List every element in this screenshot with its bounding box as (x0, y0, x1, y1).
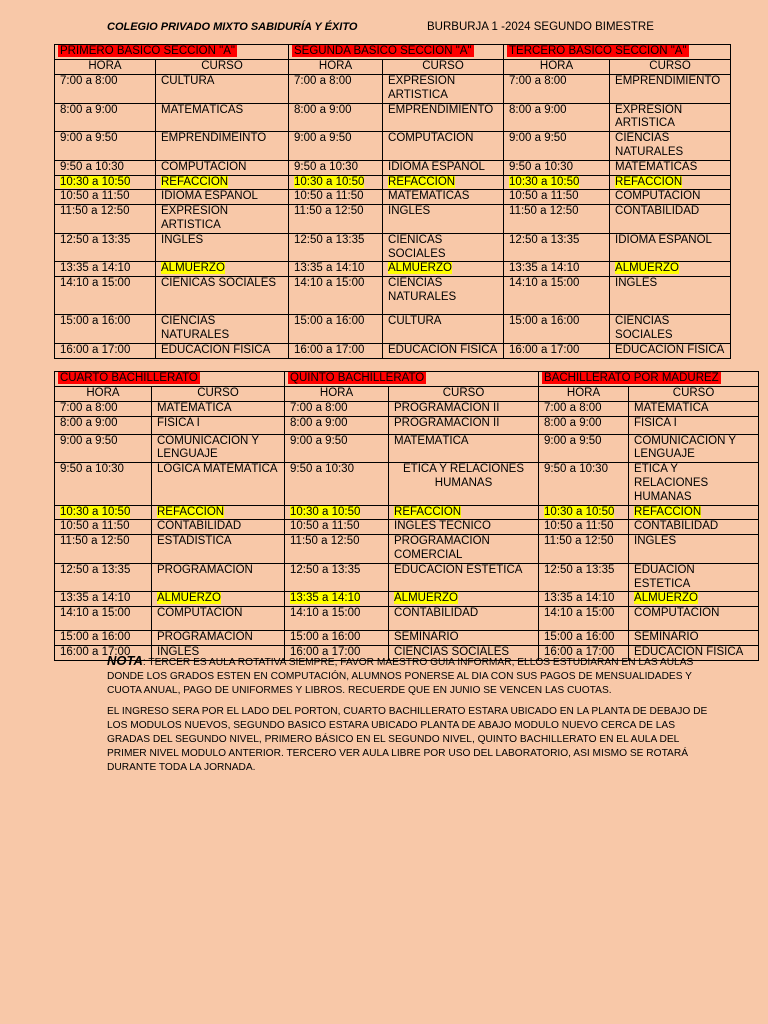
time-cell: 9:50 a 10:30 (289, 160, 383, 175)
course-cell: CIENCIAS SOCIALES (389, 645, 539, 660)
table-row (55, 416, 759, 434)
time-cell: 10:30 a 10:50 (539, 505, 629, 520)
time-cell: 9:00 a 9:50 (289, 132, 383, 161)
time-cell: 16:00 a 17:00 (55, 343, 156, 358)
column-header-curso: CURSO (629, 387, 759, 402)
note-text: : TERCER ES AULA ROTATIVA SIEMPRE, FAVOR MAESTRO GUIA INFORMAR, ELLOS ESTUDIARAN EN LAS AULAS DONDE LOS GRADOS ESTEN EN COMPUTACIÓN, ALUMNOS PONERSE AL DIA CON SUS PAGOS DE MENSUALIDADES Y CUOTA ANUAL, PAGO DE UNIFORMES Y LIBROS. RECUERDE QUE EN JUNIO SE VENCEN LAS CUOTAS. (107, 657, 694, 697)
table-row (55, 315, 731, 344)
time-cell: 8:00 a 9:00 (504, 103, 610, 132)
course-cell: COMUNICACIÓN Y LENGUAJE (152, 434, 285, 463)
column-header-hora: HORA (55, 387, 152, 402)
section-header: SEGUNDA BÁSICO SECCIÓN "A" (289, 45, 504, 60)
course-cell: EDUCACIÓN FISICA (610, 343, 731, 358)
time-cell: 9:50 a 10:30 (504, 160, 610, 175)
course-cell: FISICA I (152, 416, 285, 434)
time-cell: 8:00 a 9:00 (55, 416, 152, 434)
time-cell: 10:30 a 10:50 (285, 505, 389, 520)
course-cell: INGLES (610, 277, 731, 315)
table-row (55, 631, 759, 646)
course-cell: CONTABILIDAD (389, 607, 539, 631)
course-cell: FISICA I (629, 416, 759, 434)
note-paragraph: EL INGRESO SERA POR EL LADO DEL PORTON, CUARTO BACHILLERATO ESTARA UBICADO EN LA PLANTA DE DEBAJO DE LOS MODULOS NUEVOS, SEGUNDO BASICO ESTARA UBICADO PLANTA DE ABAJO MODULO NUEVO CERCA DE LAS GRADAS DEL SEGUNDO NIVEL, PRIMERO BÁSICO EN EL SEGUNDO NIVEL, QUINTO BACHILLERATO EN EL AULA DEL PRIMER NIVEL MODULO ANTERIOR. TERCERO VER AULA LIBRE POR USO DEL LABORATORIO, ASI MISMO SE ROTARÁ DURANTE TODA LA JORNADA. (107, 705, 708, 774)
time-cell: 14:10 a 15:00 (504, 277, 610, 315)
time-cell: 7:00 a 8:00 (285, 401, 389, 416)
time-cell: 8:00 a 9:00 (285, 416, 389, 434)
time-cell: 10:30 a 10:50 (55, 175, 156, 190)
course-cell: SEMINARIO (629, 631, 759, 646)
course-cell: INGLES TECNICO (389, 520, 539, 535)
time-cell: 7:00 a 8:00 (539, 401, 629, 416)
time-cell: 10:50 a 11:50 (504, 190, 610, 205)
course-cell: EXPRESIÓN ARTISTICA (156, 205, 289, 234)
course-cell: ESTADISTICA (152, 535, 285, 564)
course-cell: REFACCIÓN (156, 175, 289, 190)
table-row (55, 592, 759, 607)
course-cell: INGLES (383, 205, 504, 234)
time-cell: 16:00 a 17:00 (504, 343, 610, 358)
course-cell: CULTURA (156, 75, 289, 104)
course-cell: REFACCIÓN (389, 505, 539, 520)
course-cell: CIENCIAS NATURALES (383, 277, 504, 315)
time-cell: 7:00 a 8:00 (504, 75, 610, 104)
time-cell: 10:50 a 11:50 (285, 520, 389, 535)
time-cell: 10:50 a 11:50 (55, 190, 156, 205)
time-cell: 12:50 a 13:35 (289, 233, 383, 262)
course-cell: PROGRAMACIÓN II (389, 416, 539, 434)
course-cell: MATEMÁTICA (629, 401, 759, 416)
time-cell: 12:50 a 13:35 (504, 233, 610, 262)
course-cell: IDIOMA ESPAÑOL (383, 160, 504, 175)
course-cell: IDIOMA ESPAÑOL (610, 233, 731, 262)
table-row (55, 160, 731, 175)
time-cell: 10:50 a 11:50 (289, 190, 383, 205)
column-header-hora: HORA (504, 60, 610, 75)
document-header (107, 21, 727, 37)
time-cell: 9:00 a 9:50 (504, 132, 610, 161)
table-row (55, 262, 731, 277)
course-cell: CIENCIAS SOCIALES (610, 315, 731, 344)
table-row (55, 520, 759, 535)
time-cell: 14:10 a 15:00 (539, 607, 629, 631)
time-cell: 9:00 a 9:50 (55, 434, 152, 463)
time-cell: 11:50 a 12:50 (504, 205, 610, 234)
time-cell: 12:50 a 13:35 (539, 563, 629, 592)
time-cell: 13:35 a 14:10 (55, 262, 156, 277)
time-cell: 10:50 a 11:50 (539, 520, 629, 535)
time-cell: 15:00 a 16:00 (285, 631, 389, 646)
time-cell: 11:50 a 12:50 (285, 535, 389, 564)
course-cell: COMPUTACIÓN (156, 160, 289, 175)
time-cell: 8:00 a 9:00 (55, 103, 156, 132)
course-cell: COMPUTACIÓN (383, 132, 504, 161)
time-cell: 12:50 a 13:35 (285, 563, 389, 592)
time-cell: 9:50 a 10:30 (55, 463, 152, 505)
time-cell: 15:00 a 16:00 (289, 315, 383, 344)
course-cell: MATEMÁTICA (152, 401, 285, 416)
schedule-table-basico (54, 44, 731, 359)
course-cell: ETICA Y RELACIONES HUMANAS (389, 463, 539, 505)
course-cell: EDUCACIÓN FISICA (156, 343, 289, 358)
time-cell: 13:35 a 14:10 (55, 592, 152, 607)
section-header: BACHILLERATO POR MADUREZ (539, 372, 759, 387)
course-cell: ALMUERZO (629, 592, 759, 607)
time-cell: 11:50 a 12:50 (55, 205, 156, 234)
time-cell: 9:00 a 9:50 (55, 132, 156, 161)
course-cell: COMPUTACIÓN (610, 190, 731, 205)
time-cell: 13:35 a 14:10 (539, 592, 629, 607)
course-cell: PROGRAMACIÓN COMERCIAL (389, 535, 539, 564)
time-cell: 8:00 a 9:00 (289, 103, 383, 132)
course-cell: INGLES (629, 535, 759, 564)
section-header: CUARTO BACHILLERATO (55, 372, 285, 387)
table-row (55, 277, 731, 315)
table-row (55, 505, 759, 520)
time-cell: 11:50 a 12:50 (539, 535, 629, 564)
course-cell: CULTURA (383, 315, 504, 344)
time-cell: 11:50 a 12:50 (289, 205, 383, 234)
table-row (55, 343, 731, 358)
column-header-curso: CURSO (383, 60, 504, 75)
course-cell: COMPUTACIÓN (152, 607, 285, 631)
course-cell: ALMUERZO (610, 262, 731, 277)
course-cell: PROGRAMACIÓN (152, 631, 285, 646)
course-cell: EDUCACIÓN ESTETICA (389, 563, 539, 592)
time-cell: 14:10 a 15:00 (55, 277, 156, 315)
table-row (55, 434, 759, 463)
time-cell: 10:30 a 10:50 (289, 175, 383, 190)
course-cell: EMPRENDIMIENTO (383, 103, 504, 132)
course-cell: EMPRENDIMEINTO (156, 132, 289, 161)
time-cell: 10:30 a 10:50 (504, 175, 610, 190)
time-cell: 14:10 a 15:00 (55, 607, 152, 631)
column-header-curso: CURSO (389, 387, 539, 402)
time-cell: 9:50 a 10:30 (55, 160, 156, 175)
time-cell: 13:35 a 14:10 (504, 262, 610, 277)
column-header-hora: HORA (289, 60, 383, 75)
time-cell: 10:30 a 10:50 (55, 505, 152, 520)
time-cell: 7:00 a 8:00 (55, 401, 152, 416)
course-cell: PROGRAMACIÓN II (389, 401, 539, 416)
course-cell: REFACCIÓN (383, 175, 504, 190)
section-header: PRIMERO BÁSICO SECCIÓN "A" (55, 45, 289, 60)
table-row (55, 563, 759, 592)
course-cell: PROGRAMACIÓN (152, 563, 285, 592)
course-cell: COMUNICACIÓN Y LENGUAJE (629, 434, 759, 463)
course-cell: INGLES (156, 233, 289, 262)
time-cell: 16:00 a 17:00 (55, 645, 152, 660)
column-header-hora: HORA (285, 387, 389, 402)
course-cell: CONTABILIDAD (152, 520, 285, 535)
course-cell: CIENCIAS NATURALES (156, 315, 289, 344)
column-header-curso: CURSO (610, 60, 731, 75)
course-cell: EDUCACIÓN FISICA (383, 343, 504, 358)
time-cell: 16:00 a 17:00 (289, 343, 383, 358)
notes-section (107, 654, 717, 782)
course-cell: SEMINARIO (389, 631, 539, 646)
table-row (55, 175, 731, 190)
course-cell: EDUACIÓN ESTETICA (629, 563, 759, 592)
time-cell: 14:10 a 15:00 (285, 607, 389, 631)
time-cell: 9:50 a 10:30 (539, 463, 629, 505)
time-cell: 8:00 a 9:00 (539, 416, 629, 434)
course-cell: CONTABILIDAD (629, 520, 759, 535)
time-cell: 15:00 a 16:00 (539, 631, 629, 646)
course-cell: REFACCIÓN (610, 175, 731, 190)
time-cell: 15:00 a 16:00 (55, 631, 152, 646)
course-cell: CIENICAS SOCIALES (156, 277, 289, 315)
table-row (55, 103, 731, 132)
course-cell: CIENICAS SOCIALES (383, 233, 504, 262)
time-cell: 9:50 a 10:30 (285, 463, 389, 505)
table-row (55, 190, 731, 205)
course-cell: MATEMÁTICAS (156, 103, 289, 132)
course-cell: EDUCACIÓN FISICA (629, 645, 759, 660)
time-cell: 16:00 a 17:00 (539, 645, 629, 660)
time-cell: 12:50 a 13:35 (55, 233, 156, 262)
course-cell: CIENCIAS NATURALES (610, 132, 731, 161)
course-cell: REFACCIÓN (152, 505, 285, 520)
column-header-hora: HORA (539, 387, 629, 402)
time-cell: 13:35 a 14:10 (289, 262, 383, 277)
course-cell: IDIOMA ESPAÑOL (156, 190, 289, 205)
term-label: BURBURJA 1 -2024 SEGUNDO BIMESTRE (427, 21, 654, 33)
course-cell: INGLES (152, 645, 285, 660)
schedule-table-bachillerato (54, 371, 759, 661)
column-header-curso: CURSO (156, 60, 289, 75)
course-cell: ALMUERZO (152, 592, 285, 607)
column-header-hora: HORA (55, 60, 156, 75)
column-header-curso: CURSO (152, 387, 285, 402)
course-cell: ALMUERZO (383, 262, 504, 277)
time-cell: 11:50 a 12:50 (55, 535, 152, 564)
course-cell: CONTABILIDAD (610, 205, 731, 234)
time-cell: 12:50 a 13:35 (55, 563, 152, 592)
time-cell: 14:10 a 15:00 (289, 277, 383, 315)
table-row (55, 535, 759, 564)
course-cell: ETICA Y RELACIONES HUMANAS (629, 463, 759, 505)
time-cell: 9:00 a 9:50 (539, 434, 629, 463)
time-cell: 15:00 a 16:00 (55, 315, 156, 344)
course-cell: ALMUERZO (156, 262, 289, 277)
section-header: TERCERO BÁSICO SECCIÓN "A" (504, 45, 731, 60)
course-cell: COMPUTACIÓN (629, 607, 759, 631)
course-cell: EXPRESIÓN ARTISTICA (383, 75, 504, 104)
time-cell: 9:00 a 9:50 (285, 434, 389, 463)
course-cell: MATEMÁTICA (389, 434, 539, 463)
course-cell: REFACCIÓN (629, 505, 759, 520)
time-cell: 13:35 a 14:10 (285, 592, 389, 607)
time-cell: 7:00 a 8:00 (55, 75, 156, 104)
table-row (55, 463, 759, 505)
course-cell: MATEMÁTICAS (610, 160, 731, 175)
school-name: COLEGIO PRIVADO MIXTO SABIDURÍA Y ÉXITO (107, 21, 358, 33)
note-paragraph (107, 654, 717, 699)
table-row (55, 233, 731, 262)
section-header: QUINTO BACHILLERATO (285, 372, 539, 387)
time-cell: 15:00 a 16:00 (504, 315, 610, 344)
time-cell: 10:50 a 11:50 (55, 520, 152, 535)
time-cell: 7:00 a 8:00 (289, 75, 383, 104)
table-row (55, 205, 731, 234)
table-row (55, 75, 731, 104)
course-cell: EMPRENDIMIENTO (610, 75, 731, 104)
course-cell: LÓGICA MATEMÁTICA (152, 463, 285, 505)
table-row (55, 401, 759, 416)
course-cell: ALMUERZO (389, 592, 539, 607)
time-cell: 16:00 a 17:00 (285, 645, 389, 660)
table-row (55, 132, 731, 161)
course-cell: MATEMATICAS (383, 190, 504, 205)
course-cell: EXPRESIÓN ARTISTICA (610, 103, 731, 132)
note-label: NOTA (107, 653, 143, 668)
table-row (55, 607, 759, 631)
